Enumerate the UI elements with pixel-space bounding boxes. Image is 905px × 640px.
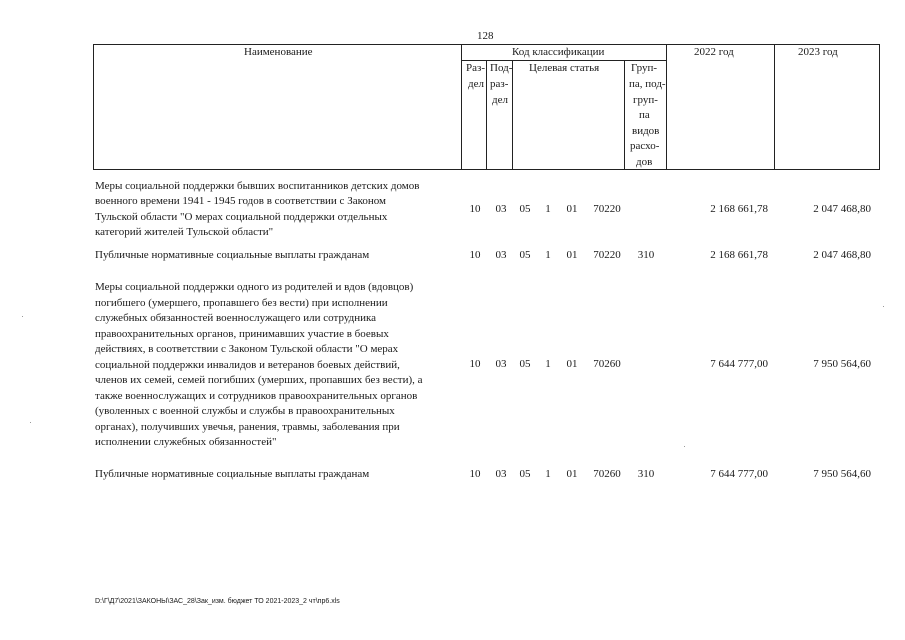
row1-name-line4: категорий жителей Тульской области" [95,226,274,238]
row2-target-4: 70220 [593,249,621,261]
page-number: 128 [477,30,494,42]
row1-target-1: 05 [519,203,531,215]
row2-year-2022: 2 168 661,78 [710,249,768,261]
row1-target-2: 1 [545,203,551,215]
header-name: Наименование [244,46,313,58]
scan-speck [30,422,31,423]
row4-razdel: 10 [469,468,481,480]
header-podrazdel-3: дел [492,94,508,106]
row4-year-2022: 7 644 777,00 [710,468,768,480]
row4-target-3: 01 [566,468,578,480]
row3-target-1: 05 [519,358,531,370]
row1-target-3: 01 [566,203,578,215]
row3-name-line3: служебных обязанностей военнослужащего или сотрудника [95,312,377,324]
row3-target-3: 01 [566,358,578,370]
table-header [93,44,880,170]
header-group-3: груп- [633,94,658,106]
header-razdel-2: дел [468,78,484,90]
row2-name-line1: Публичные нормативные социальные выплаты гражданам [95,249,370,261]
header-group-5: видов [632,125,660,137]
row4-year-2023: 7 950 564,60 [813,468,871,480]
row1-name-line3: Тульской области "О мерах социальной поддержки отдельных [95,211,388,223]
row4-podrazdel: 03 [495,468,507,480]
header-podrazdel-2: раз- [490,78,509,90]
header-year-2022: 2022 год [694,46,734,58]
row2-target-1: 05 [519,249,531,261]
row3-name-line1: Меры социальной поддержки одного из родителей и вдов (вдовцов) [95,281,414,293]
row1-podrazdel: 03 [495,203,507,215]
row3-year-2023: 7 950 564,60 [813,358,871,370]
header-group-1: Груп- [631,62,658,74]
row4-name-line1: Публичные нормативные социальные выплаты гражданам [95,468,370,480]
row1-name-line1: Меры социальной поддержки бывших воспитанников детских домов [95,180,420,192]
scan-speck [684,446,685,447]
row4-group: 310 [637,468,655,480]
header-classification: Код классификации [512,46,605,58]
row3-name-line6: социальной поддержки инвалидов и ветеранов боевых действий, [95,359,400,371]
row3-razdel: 10 [469,358,481,370]
row3-name-line8: также военнослужащих и сотрудников правоохранительных органов [95,390,418,402]
scan-speck [22,316,23,317]
header-podrazdel-1: Под- [490,62,513,74]
row3-name-line5: действиях, в соответствии с Законом Тульской области "О мерах [95,343,399,355]
header-group-2: па, под- [629,78,666,90]
row2-group: 310 [637,249,655,261]
row1-name-line2: военного времени 1941 - 1945 годов в соответствии с Законом [95,195,387,207]
row3-name-line10: органах), получивших увечья, ранения, травмы, заболевания при [95,421,400,433]
row1-razdel: 10 [469,203,481,215]
header-group-6: расхо- [630,140,660,152]
row4-target-4: 70260 [593,468,621,480]
header-group-7: дов [636,156,653,168]
row3-name-line9: (уволенных с военной службы и службы в правоохранительных [95,405,395,417]
row1-target-4: 70220 [593,203,621,215]
row2-target-2: 1 [545,249,551,261]
row1-year-2022: 2 168 661,78 [710,203,768,215]
footer-file-path: D:\Г\Д7\2021\ЗАКОНЫ\ЗАС_28\Зак_изм. бюджет ТО 2021-2023_2 чт\пр6.xls [95,598,340,605]
row3-target-2: 1 [545,358,551,370]
row4-target-1: 05 [519,468,531,480]
header-razdel-1: Раз- [466,62,486,74]
row2-year-2023: 2 047 468,80 [813,249,871,261]
row2-target-3: 01 [566,249,578,261]
row3-name-line4: правоохранительных органов, принимавших участие в боевых [95,328,389,340]
row3-name-line2: погибшего (умершего, пропавшего без вести) при исполнении [95,297,388,309]
header-target: Целевая статья [529,62,600,74]
row2-podrazdel: 03 [495,249,507,261]
row4-target-2: 1 [545,468,551,480]
scan-speck [883,306,884,307]
row3-year-2022: 7 644 777,00 [710,358,768,370]
row1-year-2023: 2 047 468,80 [813,203,871,215]
row3-name-line11: исполнении служебных обязанностей" [95,436,277,448]
row2-razdel: 10 [469,249,481,261]
header-group-4: па [639,109,650,121]
row3-podrazdel: 03 [495,358,507,370]
row3-name-line7: членов их семей, семей погибших (умерших, пропавших без вести), а [95,374,423,386]
header-year-2023: 2023 год [798,46,838,58]
row3-target-4: 70260 [593,358,621,370]
